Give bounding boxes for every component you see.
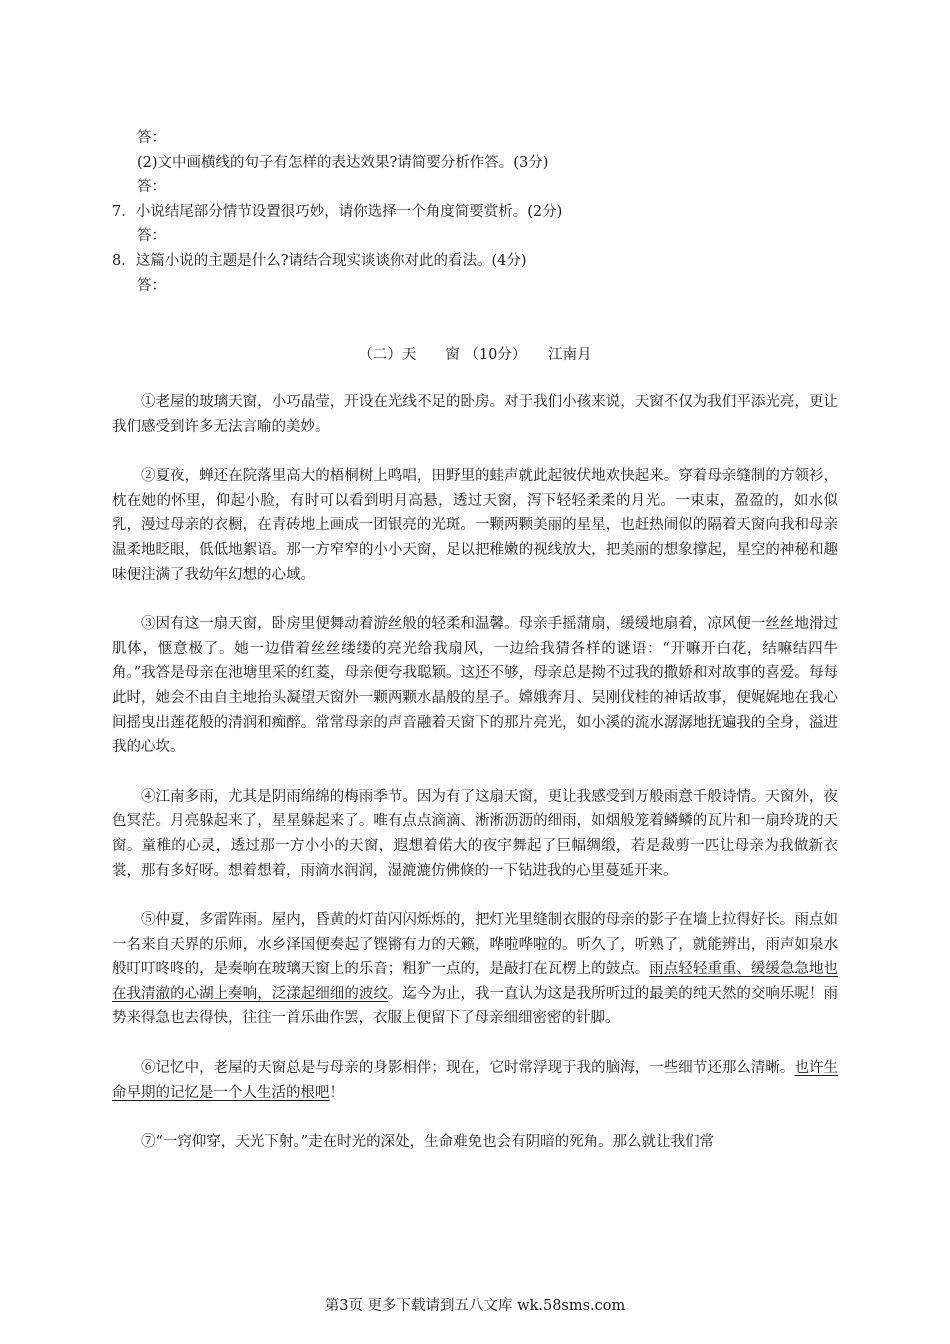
paragraph-6-text: ⑥记忆中，老屋的天窗总是与母亲的身影相伴；现在，它时常浮现于我的脑海，一些细节还那么清晰。	[141, 1060, 795, 1077]
answer-line: 答：	[137, 179, 166, 196]
answer-line: 答：	[137, 277, 166, 294]
paragraph-4: ④江南多雨，尤其是阴雨绵绵的梅雨季节。因为有了这扇天窗，更让我感受到万般雨意千般诗情。天窗外，夜色冥茫。月亮躲起来了，星星躲起来了。唯有点点滴滴、淅淅沥沥的细雨，如烟般笼着鳞鳞的瓦片和一扇玲珑的天窗。童稚的心灵，透过那一方小小的天窗，遐想着偌大的夜宇舞起了巨幅绸缎，若是裁剪一匹让母亲为我做新衣裳，那有多好呀。想着想着，雨滴水润润，湿漉漉仿佛倏的一下钻进我的心里蔓延开来。	[112, 788, 838, 879]
answer-line: 答：	[137, 130, 166, 146]
paragraph-6-text-end: ！	[329, 1084, 344, 1101]
underlined-sentence: 也许生命早期的记忆是一个人生活的根吧	[112, 1060, 838, 1101]
paragraph-2: ②夏夜，蝉还在院落里高大的梧桐树上鸣唱，田野里的蛙声就此起彼伏地欢快起来。穿着母亲缝制的方领衫，枕在她的怀里，仰起小脸，有时可以看到明月高悬，透过天窗，泻下轻轻柔柔的月光。一束束，盈盈的，如水似乳，漫过母亲的衣橱，在青砖地上画成一团银亮的光斑。一颗两颗美丽的星星，也赶热闹似的隔着天窗向我和母亲温柔地眨眼，低低地絮语。那一方窄窄的小小天窗，足以把稚嫩的视线放大，把美丽的想象撑起，星空的神秘和趣味便注满了我幼年幻想的心域。	[112, 468, 838, 583]
answer-line: 答：	[137, 228, 166, 245]
paragraph-5-text-end: 。迄今为止，我一直认为这是我所听过的最美的纯天然的交响乐呢！雨势来得急也去得快，往往一首乐曲作罢，衣服上便留下了母亲细细密密的针脚。	[112, 985, 839, 1027]
paragraph-6	[112, 1056, 838, 1105]
paragraph-1: ①老屋的玻璃天窗，小巧晶莹，开设在光线不足的卧房。对于我们小孩来说，天窗不仅为我们平添光亮，更让我们感受到许多无法言喻的美妙。	[112, 394, 838, 435]
question-6-2: (2)文中画横线的句子有怎样的表达效果?请简要分析作答。(3分)	[137, 154, 549, 171]
question-8: 8．这篇小说的主题是什么?请结合现实谈谈你对此的看法。(4分)	[112, 252, 527, 269]
section-title: （二）天 窗 （10分） 江南月	[358, 347, 592, 363]
questions-block	[112, 126, 852, 298]
paragraph-5	[112, 908, 838, 1031]
paragraph-7: ⑦“一窍仰穿，天光下射。”走在时光的深处，生命难免也会有阴暗的死角。那么就让我们常	[141, 1134, 715, 1151]
paragraph-3: ③因有这一扇天窗，卧房里便舞动着游丝般的轻柔和温馨。母亲手摇蒲扇，缓缓地扇着，凉风便一丝丝地滑过肌体，惬意极了。她一边借着丝丝缕缕的亮光给我扇风，一边给我猜各样的谜语：“开嘛开白花，结嘛结四牛角。”我答是母亲在池塘里采的红菱，母亲便夸我聪颖。这还不够，母亲总是拗不过我的撒娇和对故事的喜爱。每每此时，她会不由自主地抬头凝望天窗外一颗两颗水晶般的星子。嫦娥奔月、吴刚伐桂的神话故事，便娓娓地在我心间摇曳出莲花般的清润和痴醉。常常母亲的声音融着天窗下的那片亮光，如小溪的流水潺潺地抚遍我的全身，溢进我的心坎。	[112, 616, 838, 756]
page-footer: 第3页 更多下载请到五八文库 wk.58sms.com	[324, 1298, 626, 1314]
article-body	[112, 390, 838, 1180]
paragraph-5-text: ⑤仲夏，多雷阵雨。屋内，昏黄的灯苗闪闪烁烁的，把灯光里缝制衣服的母亲的影子在墙上拉得好长。雨点如一名来自天界的乐师，水乡泽国便奏起了铿锵有力的天籁，哗啦哗啦的。听久了，听熟了，就能辨出，雨声如泉水般叮叮咚咚的，是奏响在玻璃天窗上的乐音；粗犷一点的，是敲打在瓦楞上的鼓点。	[112, 912, 838, 978]
question-7: 7．小说结尾部分情节设置很巧妙，请你选择一个角度简要赏析。(2分)	[112, 203, 563, 220]
underlined-sentence: 雨点轻轻重重、缓缓急急地也在我清澈的心湖上奏响，泛漾起细细的波纹	[112, 961, 839, 1002]
